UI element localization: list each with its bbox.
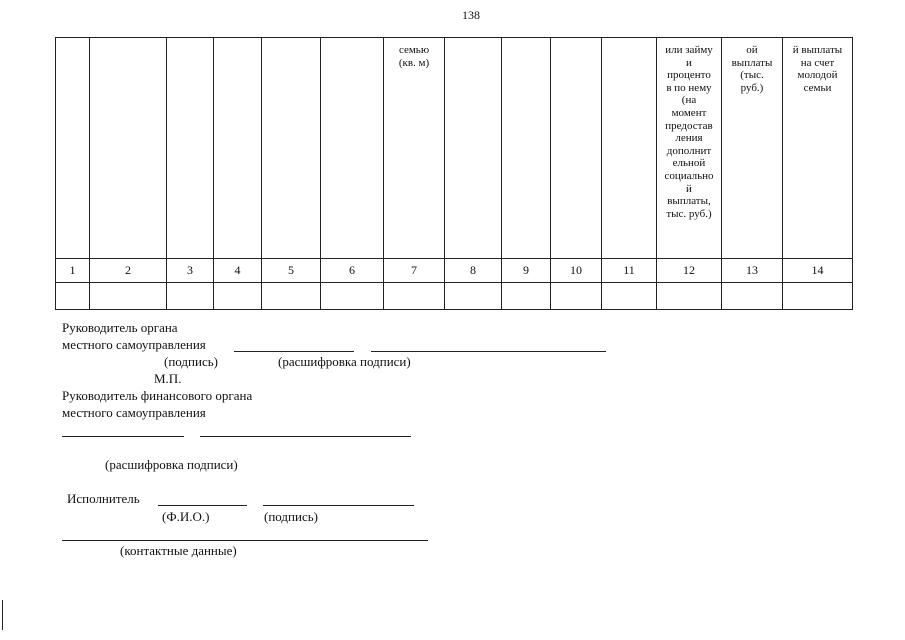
header-cell-2 (90, 38, 167, 259)
empty-cell[interactable] (90, 283, 167, 310)
fin-head-title-line2: местного самоуправления (62, 405, 206, 420)
fin-decoding-caption: (расшифровка подписи) (105, 457, 238, 472)
empty-cell[interactable] (783, 283, 853, 310)
column-number: 4 (214, 259, 262, 283)
empty-cell[interactable] (722, 283, 783, 310)
report-table (55, 37, 853, 310)
column-number: 8 (445, 259, 502, 283)
column-number-row (56, 259, 853, 283)
stamp-label: М.П. (154, 371, 182, 386)
signature-caption: (подпись) (164, 354, 218, 369)
empty-cell[interactable] (602, 283, 657, 310)
column-number: 14 (783, 259, 853, 283)
column-number: 1 (56, 259, 90, 283)
header-cell-10 (551, 38, 602, 259)
empty-cell[interactable] (551, 283, 602, 310)
empty-cell[interactable] (321, 283, 384, 310)
header-cell-4 (214, 38, 262, 259)
table-row-empty (56, 283, 853, 310)
decoding-caption: (расшифровка подписи) (278, 354, 411, 369)
head-title-line1: Руководитель органа (62, 320, 178, 335)
header-cell-13: ой выплаты (тыс. руб.) (722, 38, 783, 259)
empty-cell[interactable] (445, 283, 502, 310)
signature-line[interactable] (234, 351, 354, 352)
fin-head-title-line1: Руководитель финансового органа (62, 388, 253, 403)
column-number: 5 (262, 259, 321, 283)
empty-cell[interactable] (502, 283, 551, 310)
column-number: 6 (321, 259, 384, 283)
empty-cell[interactable] (214, 283, 262, 310)
contacts-caption: (контактные данные) (120, 543, 237, 558)
executor-label: Исполнитель (67, 491, 140, 506)
header-cell-6 (321, 38, 384, 259)
column-number: 2 (90, 259, 167, 283)
empty-cell[interactable] (262, 283, 321, 310)
column-number: 13 (722, 259, 783, 283)
decoding-line[interactable] (371, 351, 606, 352)
executor-signature-caption: (подпись) (264, 509, 318, 524)
header-cell-9 (502, 38, 551, 259)
header-cell-11 (602, 38, 657, 259)
fio-caption: (Ф.И.О.) (162, 509, 210, 524)
column-number: 12 (657, 259, 722, 283)
fin-decoding-line[interactable] (200, 436, 411, 437)
executor-fio-line[interactable] (158, 505, 247, 506)
header-cell-8 (445, 38, 502, 259)
header-cell-7: семью (кв. м) (384, 38, 445, 259)
header-cell-3 (167, 38, 214, 259)
executor-signature-line[interactable] (263, 505, 414, 506)
header-cell-12: или займу и проценто в по нему (на момент предостав ления дополнит ельной социально й выплаты, тыс. руб.) (657, 38, 722, 259)
fin-signature-line[interactable] (62, 436, 184, 437)
header-cell-14: й выплаты на счет молодой семьи (783, 38, 853, 259)
empty-cell[interactable] (167, 283, 214, 310)
column-number: 10 (551, 259, 602, 283)
column-number: 7 (384, 259, 445, 283)
header-cell-1 (56, 38, 90, 259)
column-number: 3 (167, 259, 214, 283)
column-number: 11 (602, 259, 657, 283)
column-number: 9 (502, 259, 551, 283)
empty-cell[interactable] (384, 283, 445, 310)
table-header-row (56, 38, 853, 259)
page-number: 138 (462, 8, 480, 22)
empty-cell[interactable] (657, 283, 722, 310)
empty-cell[interactable] (56, 283, 90, 310)
contacts-line[interactable] (62, 540, 428, 541)
header-cell-5 (262, 38, 321, 259)
margin-mark (2, 600, 3, 630)
head-title-line2: местного самоуправления (62, 337, 206, 352)
